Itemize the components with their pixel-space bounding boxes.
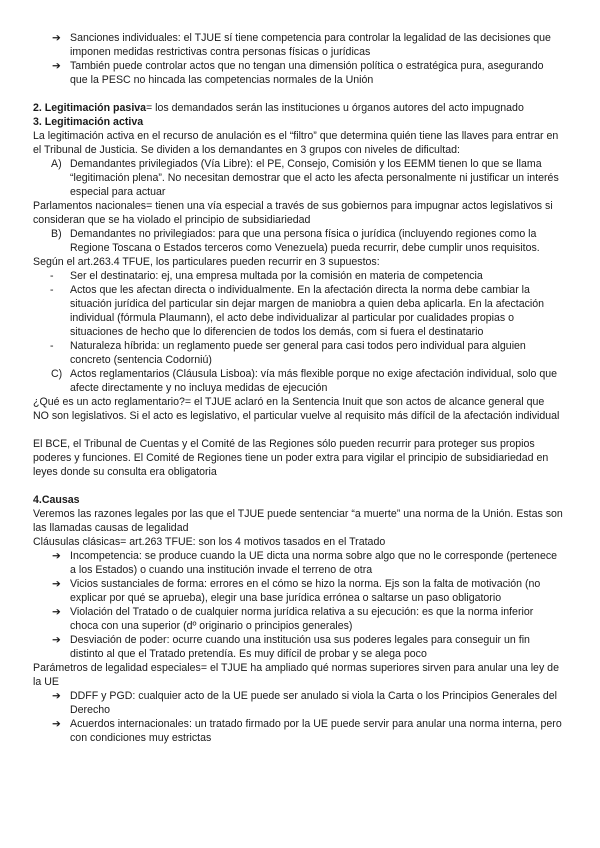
list-marker: C) [51,368,63,380]
arrow-icon: ➔ [52,690,61,702]
spacer [33,479,563,493]
section-3-intro: La legitimación activa en el recurso de anulación es el “filtro” que determina quién tiene las llaves para entrar en el Tribunal de Justicia. Se dividen a los demandantes en 3 grupos con niveles de dificultad: [33,130,559,156]
dash-text: Ser el destinatario: ej, una empresa multada por la comisión en materia de competencia [70,270,483,282]
item-text: Actos reglamentarios (Cláusula Lisboa): vía más flexible porque no exige afectación individual, solo que afecte directamente y no incluya medidas de ejecución [70,368,557,394]
classic-intro: Cláusulas clásicas= art.263 TFUE: son los 4 motivos tasados en el Tratado [33,536,386,548]
list-item [33,717,563,745]
bullet-text: Acuerdos internacionales: un tratado firmado por la UE puede servir para anular una norma interna, pero con condiciones muy estrictas [70,718,562,744]
list-marker: A) [51,158,62,170]
bullet-text: Incompetencia: se produce cuando la UE dicta una norma sobre algo que no le corresponde (pertenece a los Estados) o cuando una institución invade el terreno de otra [70,550,558,576]
spacer [33,87,563,101]
list-item [33,157,563,199]
bullet-text: Sanciones individuales: el TJUE sí tiene competencia para controlar la legalidad de las decisiones que imponen medidas restrictivas contra personas físicas o jurídicas [70,32,551,58]
arrow-icon: ➔ [52,550,61,562]
bullet-text: Vicios sustanciales de forma: errores en el cómo se hizo la norma. Ejs son la falta de motivación (no explicar por qué se aprueba), elegir una base jurídica errónea o saltarse un paso obligatorio [70,578,541,604]
dash-marker: - [50,340,54,352]
section-3-heading: 3. Legitimación activa [33,116,144,128]
dash-marker: - [50,270,54,282]
list-item [33,59,563,87]
bullet-text: También puede controlar actos que no tengan una dimensión política o estratégica pura, asegurando que la PESC no hincada las competencias normales de la Unión [70,60,544,86]
spacer [33,423,563,437]
bullet-text: Violación del Tratado o de cualquier norma jurídica relativa a su ejecución: es que la norma inferior choca con una superior (dº originario o principios generales) [70,606,534,632]
arrow-icon: ➔ [52,578,61,590]
arrow-icon: ➔ [52,718,61,730]
arrow-icon: ➔ [52,634,61,646]
section-2-heading: 2. Legitimación pasiva [33,102,147,114]
dash-marker: - [50,284,54,296]
list-marker: B) [51,228,62,240]
arrow-icon: ➔ [52,60,61,72]
section-4-heading: 4.Causas [33,494,80,506]
list-item [33,367,563,395]
list-item [33,605,563,633]
list-item [33,339,563,367]
document-page [33,31,563,745]
list-item [33,549,563,577]
list-item [33,633,563,661]
arrow-icon: ➔ [52,606,61,618]
art-intro: Según el art.263.4 TFUE, los particulares pueden recurrir en 3 supuestos: [33,256,380,268]
question-paragraph: ¿Qué es un acto reglamentario?= el TJUE aclaró en la Sentencia Inuit que son actos de alcance general que NO son legislativos. Si el acto es legislativo, el particular vuelve al requisito más difícil de la afectación individual [33,396,560,422]
special-intro: Parámetros de legalidad especiales= el TJUE ha ampliado qué normas superiores sirven para anular una ley de la UE [33,662,559,688]
list-item [33,31,563,59]
dash-text: Naturaleza híbrida: un reglamento puede ser general para casi todos pero individual para alguien concreto (sentencia Codorniú) [70,340,526,366]
bullet-text: Desviación de poder: ocurre cuando una institución usa sus poderes legales para conseguir un fin distinto al que el Tratado pretendía. Es muy difícil de probar y se alega poco [70,634,530,660]
list-item [33,269,563,283]
bullet-text: DDFF y PGD: cualquier acto de la UE puede ser anulado si viola la Carta o los Principios Generales del Derecho [70,690,557,716]
item-text: Demandantes privilegiados (Vía Libre): el PE, Consejo, Comisión y los EEMM tienen lo que se llama “legitimación plena”. No necesitan demostrar que el acto les afecta personalmente ni justificar un interés especial para actuar [70,158,559,198]
parliaments-paragraph: Parlamentos nacionales= tienen una vía especial a través de sus gobiernos para impugnar actos legislativos si consideran que se ha violado el principio de subsidiariedad [33,200,553,226]
section-4-intro: Veremos las razones legales por las que el TJUE puede sentenciar “a muerte” una norma de la Unión. Estas son las llamadas causas de legalidad [33,508,563,534]
section-2 [33,101,563,115]
list-item [33,227,563,255]
list-item [33,689,563,717]
list-item [33,577,563,605]
dash-text: Actos que les afectan directa o individualmente. En la afectación directa la norma debe cambiar la situación jurídica del particular sin dejar margen de maniobra a quien deba aplicarla. En la afectación individual (fórmula Plaumann), el acto debe individualizar al particular por cualidades propias o situaciones de hecho que lo diferencien de todos los demás, com si fuera el destinatario [70,284,545,338]
section-2-text: = los demandados serán las instituciones u órganos autores del acto impugnado [146,102,524,114]
arrow-icon: ➔ [52,32,61,44]
item-text: Demandantes no privilegiados: para que una persona física o jurídica (incluyendo regiones como la Regione Toscana o Estados terceros como Venezuela) pueda recurrir, debe cumplir unos requisitos. [70,228,540,254]
list-item [33,283,563,339]
bce-paragraph: El BCE, el Tribunal de Cuentas y el Comité de las Regiones sólo pueden recurrir para proteger sus propios poderes y funciones. El Comité de Regiones tiene un poder extra para vigilar el principio de subsidiariedad en leyes donde su consulta era obligatoria [33,438,549,478]
